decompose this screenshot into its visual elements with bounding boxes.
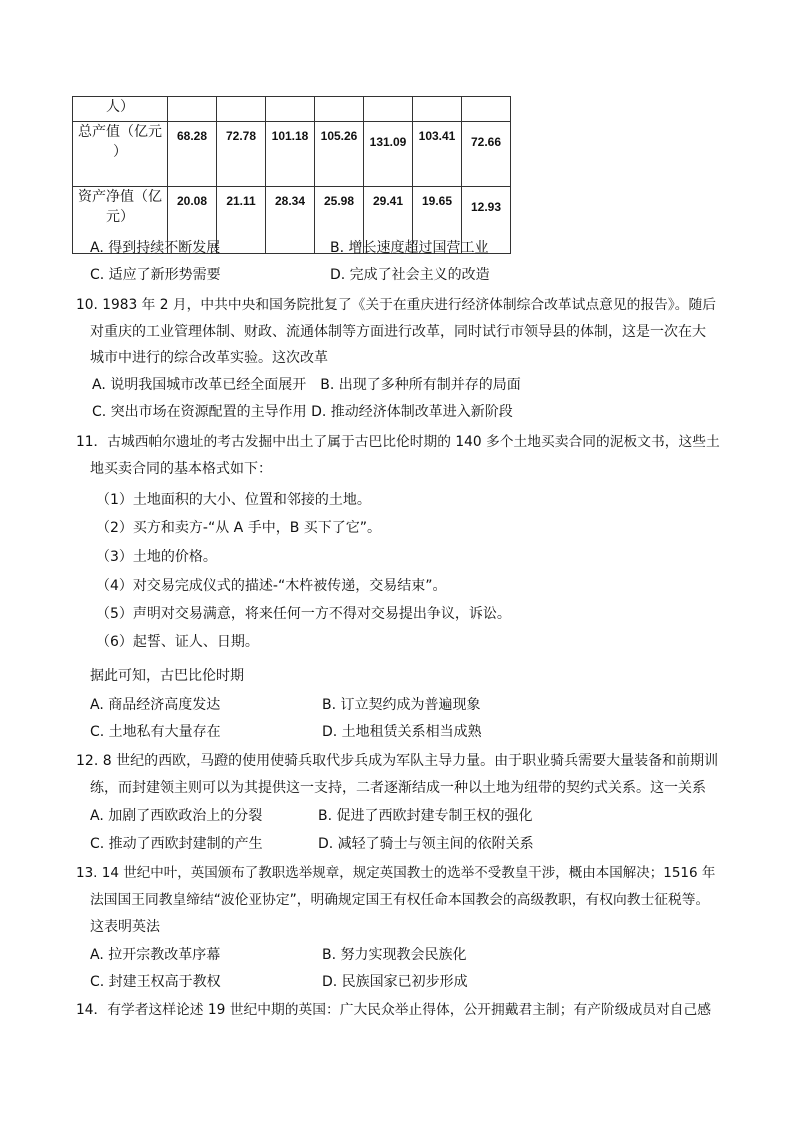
table-cell: 103.41: [413, 122, 462, 187]
q10-stem-line1: 10. 1983 年 2 月，中共中央和国务院批复了《关于在重庆进行经济体制综合改革试点意见的报告》。随后: [76, 297, 716, 313]
table-cell: 105.26: [315, 122, 364, 187]
q9-option-b: B. 增长速度超过国营工业: [330, 240, 489, 256]
q9-option-d: D. 完成了社会主义的改造: [330, 267, 490, 283]
table-cell: 72.78: [217, 122, 266, 187]
table-cell: [266, 97, 315, 122]
q10-options-cd: C. 突出市场在资源配置的主导作用 D. 推动经济体制改革进入新阶段: [92, 404, 513, 420]
q11-option-d: D. 土地租赁关系相当成熟: [322, 724, 482, 740]
q9-option-c: C. 适应了新形势需要: [90, 267, 221, 283]
table-row-label: [73, 122, 168, 187]
table-cell: [462, 97, 511, 122]
table-row-label: 人）: [73, 97, 168, 122]
table-cell: 72.66: [462, 122, 511, 187]
table-row: [73, 122, 511, 187]
table-cell: [217, 97, 266, 122]
label-line: 资产净值（亿: [78, 189, 162, 205]
q13-option-d: D. 民族国家已初步形成: [322, 974, 468, 990]
q11-item-6: （6）起誓、证人、日期。: [96, 634, 259, 650]
q11-item-2: （2）买方和卖方-“从 A 手中，B 买下了它”。: [96, 520, 381, 536]
data-table: [72, 96, 511, 254]
q12-option-d: D. 减轻了骑士与领主间的依附关系: [318, 836, 534, 852]
table-cell: [315, 97, 364, 122]
q11-item-5: （5）声明对交易满意，将来任何一方不得对交易提出争议，诉讼。: [96, 606, 511, 622]
label-line: 总产值（亿元: [78, 124, 162, 140]
table-cell: 25.98: [315, 187, 364, 254]
q11-item-4: （4）对交易完成仪式的描述-“木杵被传递，交易结束”。: [96, 578, 447, 594]
q12-option-b: B. 促进了西欧封建专制王权的强化: [318, 808, 533, 824]
q11-item-1: （1）土地面积的大小、位置和邻接的土地。: [96, 492, 371, 508]
q11-stem-question: 据此可知，古巴比伦时期: [90, 668, 244, 684]
q13-stem-line1: 13. 14 世纪中叶，英国颁布了教职选举规章，规定英国教士的选举不受教皇干涉，概由本国解决；1516 年: [76, 865, 716, 881]
q11-stem-line2: 地买卖合同的基本格式如下：: [90, 461, 272, 477]
q13-stem-line2: 法国国王同教皇缔结“波伦亚协定”，明确规定国王有权任命本国教会的高级教职，有权向教士征税等。: [90, 892, 710, 908]
q14-stem-line1: 14．有学者这样论述 19 世纪中期的英国：广大民众举止得体，公开拥戴君主制；有产阶级成员对自己感: [76, 1002, 711, 1018]
table-row: [73, 97, 511, 122]
q13-stem-line3: 这表明英法: [90, 919, 160, 935]
q9-option-a: A. 得到持续不断发展: [90, 240, 221, 256]
table-cell: 131.09: [364, 122, 413, 187]
q13-option-a: A. 拉开宗教改革序幕: [90, 947, 221, 963]
table-cell: 101.18: [266, 122, 315, 187]
table-cell: 19.65: [413, 187, 462, 254]
table-cell: 68.28: [168, 122, 217, 187]
q11-item-3: （3）土地的价格。: [96, 549, 217, 565]
q10-stem-line2: 对重庆的工业管理体制、财政、流通体制等方面进行改革，同时试行市领导县的体制，这是一次在大: [90, 324, 706, 340]
q13-option-b: B. 努力实现教会民族化: [322, 947, 467, 963]
q12-stem-line1: 12. 8 世纪的西欧，马蹬的使用使骑兵取代步兵成为军队主导力量。由于职业骑兵需要大量装备和前期训: [76, 753, 719, 769]
q11-option-a: A. 商品经济高度发达: [90, 697, 221, 713]
q12-option-a: A. 加剧了西欧政治上的分裂: [90, 808, 263, 824]
q10-options-ab: A. 说明我国城市改革已经全面展开 B. 出现了多种所有制并存的局面: [92, 377, 521, 393]
q10-stem-line3: 城市中进行的综合改革实验。这次改革: [90, 350, 328, 366]
q11-option-c: C. 土地私有大量存在: [90, 724, 221, 740]
table-cell: [413, 97, 462, 122]
label-line: 元）: [106, 209, 134, 225]
label-line: ）: [113, 144, 127, 160]
q11-stem-line1: 11．古城西帕尔遗址的考古发掘中出土了属于古巴比伦时期的 140 多个土地买卖合同的泥板文书，这些土: [76, 434, 720, 450]
q12-option-c: C. 推动了西欧封建制的产生: [90, 836, 263, 852]
q12-stem-line2: 练，而封建领主则可以为其提供这一支持，二者逐渐结成一种以土地为纽带的契约式关系。这一关系: [90, 780, 706, 796]
table-cell: 21.11: [217, 187, 266, 254]
table-cell: 12.93: [462, 187, 511, 254]
table-cell: [168, 97, 217, 122]
table-cell: 29.41: [364, 187, 413, 254]
table-cell: 28.34: [266, 187, 315, 254]
q11-option-b: B. 订立契约成为普遍现象: [322, 697, 481, 713]
table-cell: [364, 97, 413, 122]
table-cell: 20.08: [168, 187, 217, 254]
q13-option-c: C. 封建王权高于教权: [90, 974, 221, 990]
